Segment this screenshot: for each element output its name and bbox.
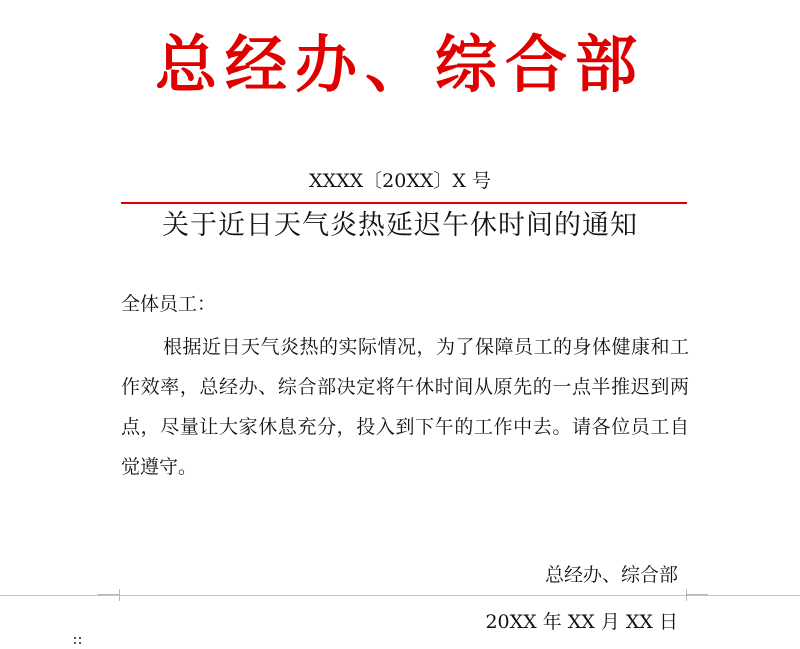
org-header-title: 总经办、综合部 xyxy=(154,28,645,101)
salutation: 全体员工： xyxy=(121,293,217,315)
table-move-handle-icon[interactable] xyxy=(74,637,84,647)
notice-title: 关于近日天气炎热延迟午休时间的通知 xyxy=(162,210,638,241)
signature-department: 总经办、综合部 xyxy=(544,564,678,586)
document-date: 20XX 年 XX 月 XX 日 xyxy=(485,611,678,633)
red-separator-line xyxy=(121,202,687,204)
page-corner-mark-right xyxy=(686,589,708,601)
document-number: XXXX〔20XX〕X 号 xyxy=(309,170,491,192)
page-break-line xyxy=(0,595,800,596)
page-corner-mark-left xyxy=(98,589,120,601)
body-paragraph: 根据近日天气炎热的实际情况，为了保障员工的身体健康和工作效率，总经办、综合部决定将午休时间从原先的一点半推迟到两点，尽量让大家休息充分，投入到下午的工作中去。请各位员工自觉遵守。 xyxy=(121,336,689,478)
